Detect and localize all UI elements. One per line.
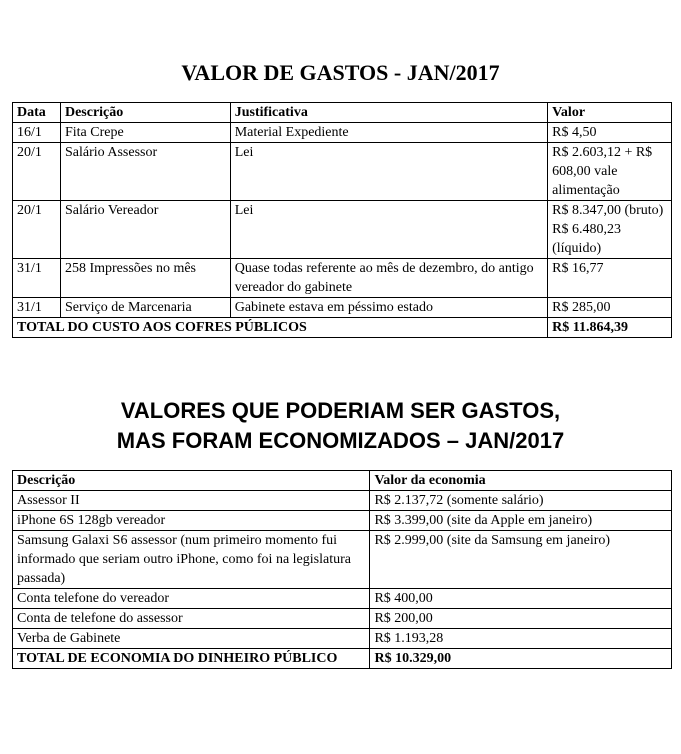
table-row (13, 491, 672, 511)
cell-valor: R$ 16,77 (548, 259, 672, 298)
cell-descricao: Fita Crepe (60, 123, 230, 143)
expenses-header-row (13, 103, 672, 123)
savings-title-line1: VALORES QUE PODERIAM SER GASTOS, (120, 398, 561, 423)
savings-total-row (13, 649, 672, 669)
cell-data: 16/1 (13, 123, 61, 143)
cell-descricao: Verba de Gabinete (13, 629, 370, 649)
table-row (13, 143, 672, 201)
cell-descricao: iPhone 6S 128gb vereador (13, 511, 370, 531)
table-row (13, 201, 672, 259)
cell-descricao: Serviço de Marcenaria (60, 298, 230, 318)
cell-valor: R$ 8.347,00 (bruto) R$ 6.480,23 (líquido) (548, 201, 672, 259)
table-row (13, 259, 672, 298)
cell-valor: R$ 2.137,72 (somente salário) (370, 491, 672, 511)
cell-descricao: 258 Impressões no mês (60, 259, 230, 298)
cell-valor: R$ 2.999,00 (site da Samsung em janeiro) (370, 531, 672, 589)
cell-descricao: Conta de telefone do assessor (13, 609, 370, 629)
expenses-total-value: R$ 11.864,39 (548, 318, 672, 338)
cell-descricao: Salário Vereador (60, 201, 230, 259)
cell-valor: R$ 4,50 (548, 123, 672, 143)
header-descricao: Descrição (13, 471, 370, 491)
savings-total-value: R$ 10.329,00 (370, 649, 672, 669)
cell-descricao: Conta telefone do vereador (13, 589, 370, 609)
table-row (13, 629, 672, 649)
expenses-total-row (13, 318, 672, 338)
table-row (13, 123, 672, 143)
expenses-title: VALOR DE GASTOS - JAN/2017 (181, 60, 500, 85)
table-row (13, 298, 672, 318)
header-data: Data (13, 103, 61, 123)
cell-data: 20/1 (13, 143, 61, 201)
cell-justificativa: Lei (230, 201, 547, 259)
header-justificativa: Justificativa (230, 103, 547, 123)
cell-valor: R$ 200,00 (370, 609, 672, 629)
cell-descricao: Salário Assessor (60, 143, 230, 201)
header-valor-economia: Valor da economia (370, 471, 672, 491)
cell-justificativa: Lei (230, 143, 547, 201)
header-valor: Valor (548, 103, 672, 123)
table-row (13, 531, 672, 589)
cell-justificativa: Material Expediente (230, 123, 547, 143)
header-descricao: Descrição (60, 103, 230, 123)
savings-total-label: TOTAL DE ECONOMIA DO DINHEIRO PÚBLICO (13, 649, 370, 669)
cell-descricao: Samsung Galaxi S6 assessor (num primeiro momento fui informado que seriam outro iPhone, como foi na legislatura passada) (13, 531, 370, 589)
table-row (13, 609, 672, 629)
cell-data: 31/1 (13, 259, 61, 298)
cell-justificativa: Gabinete estava em péssimo estado (230, 298, 547, 318)
savings-header-row (13, 471, 672, 491)
cell-valor: R$ 2.603,12 + R$ 608,00 vale alimentação (548, 143, 672, 201)
cell-data: 31/1 (13, 298, 61, 318)
savings-title (0, 396, 681, 456)
cell-justificativa: Quase todas referente ao mês de dezembro, do antigo vereador do gabinete (230, 259, 547, 298)
cell-descricao: Assessor II (13, 491, 370, 511)
cell-valor: R$ 3.399,00 (site da Apple em janeiro) (370, 511, 672, 531)
expenses-total-label: TOTAL DO CUSTO AOS COFRES PÚBLICOS (13, 318, 548, 338)
cell-valor: R$ 1.193,28 (370, 629, 672, 649)
table-row (13, 511, 672, 531)
cell-data: 20/1 (13, 201, 61, 259)
cell-valor: R$ 285,00 (548, 298, 672, 318)
cell-valor: R$ 400,00 (370, 589, 672, 609)
expenses-table (12, 102, 672, 338)
savings-table (12, 470, 672, 669)
savings-title-line2: MAS FORAM ECONOMIZADOS – JAN/2017 (116, 428, 565, 453)
table-row (13, 589, 672, 609)
